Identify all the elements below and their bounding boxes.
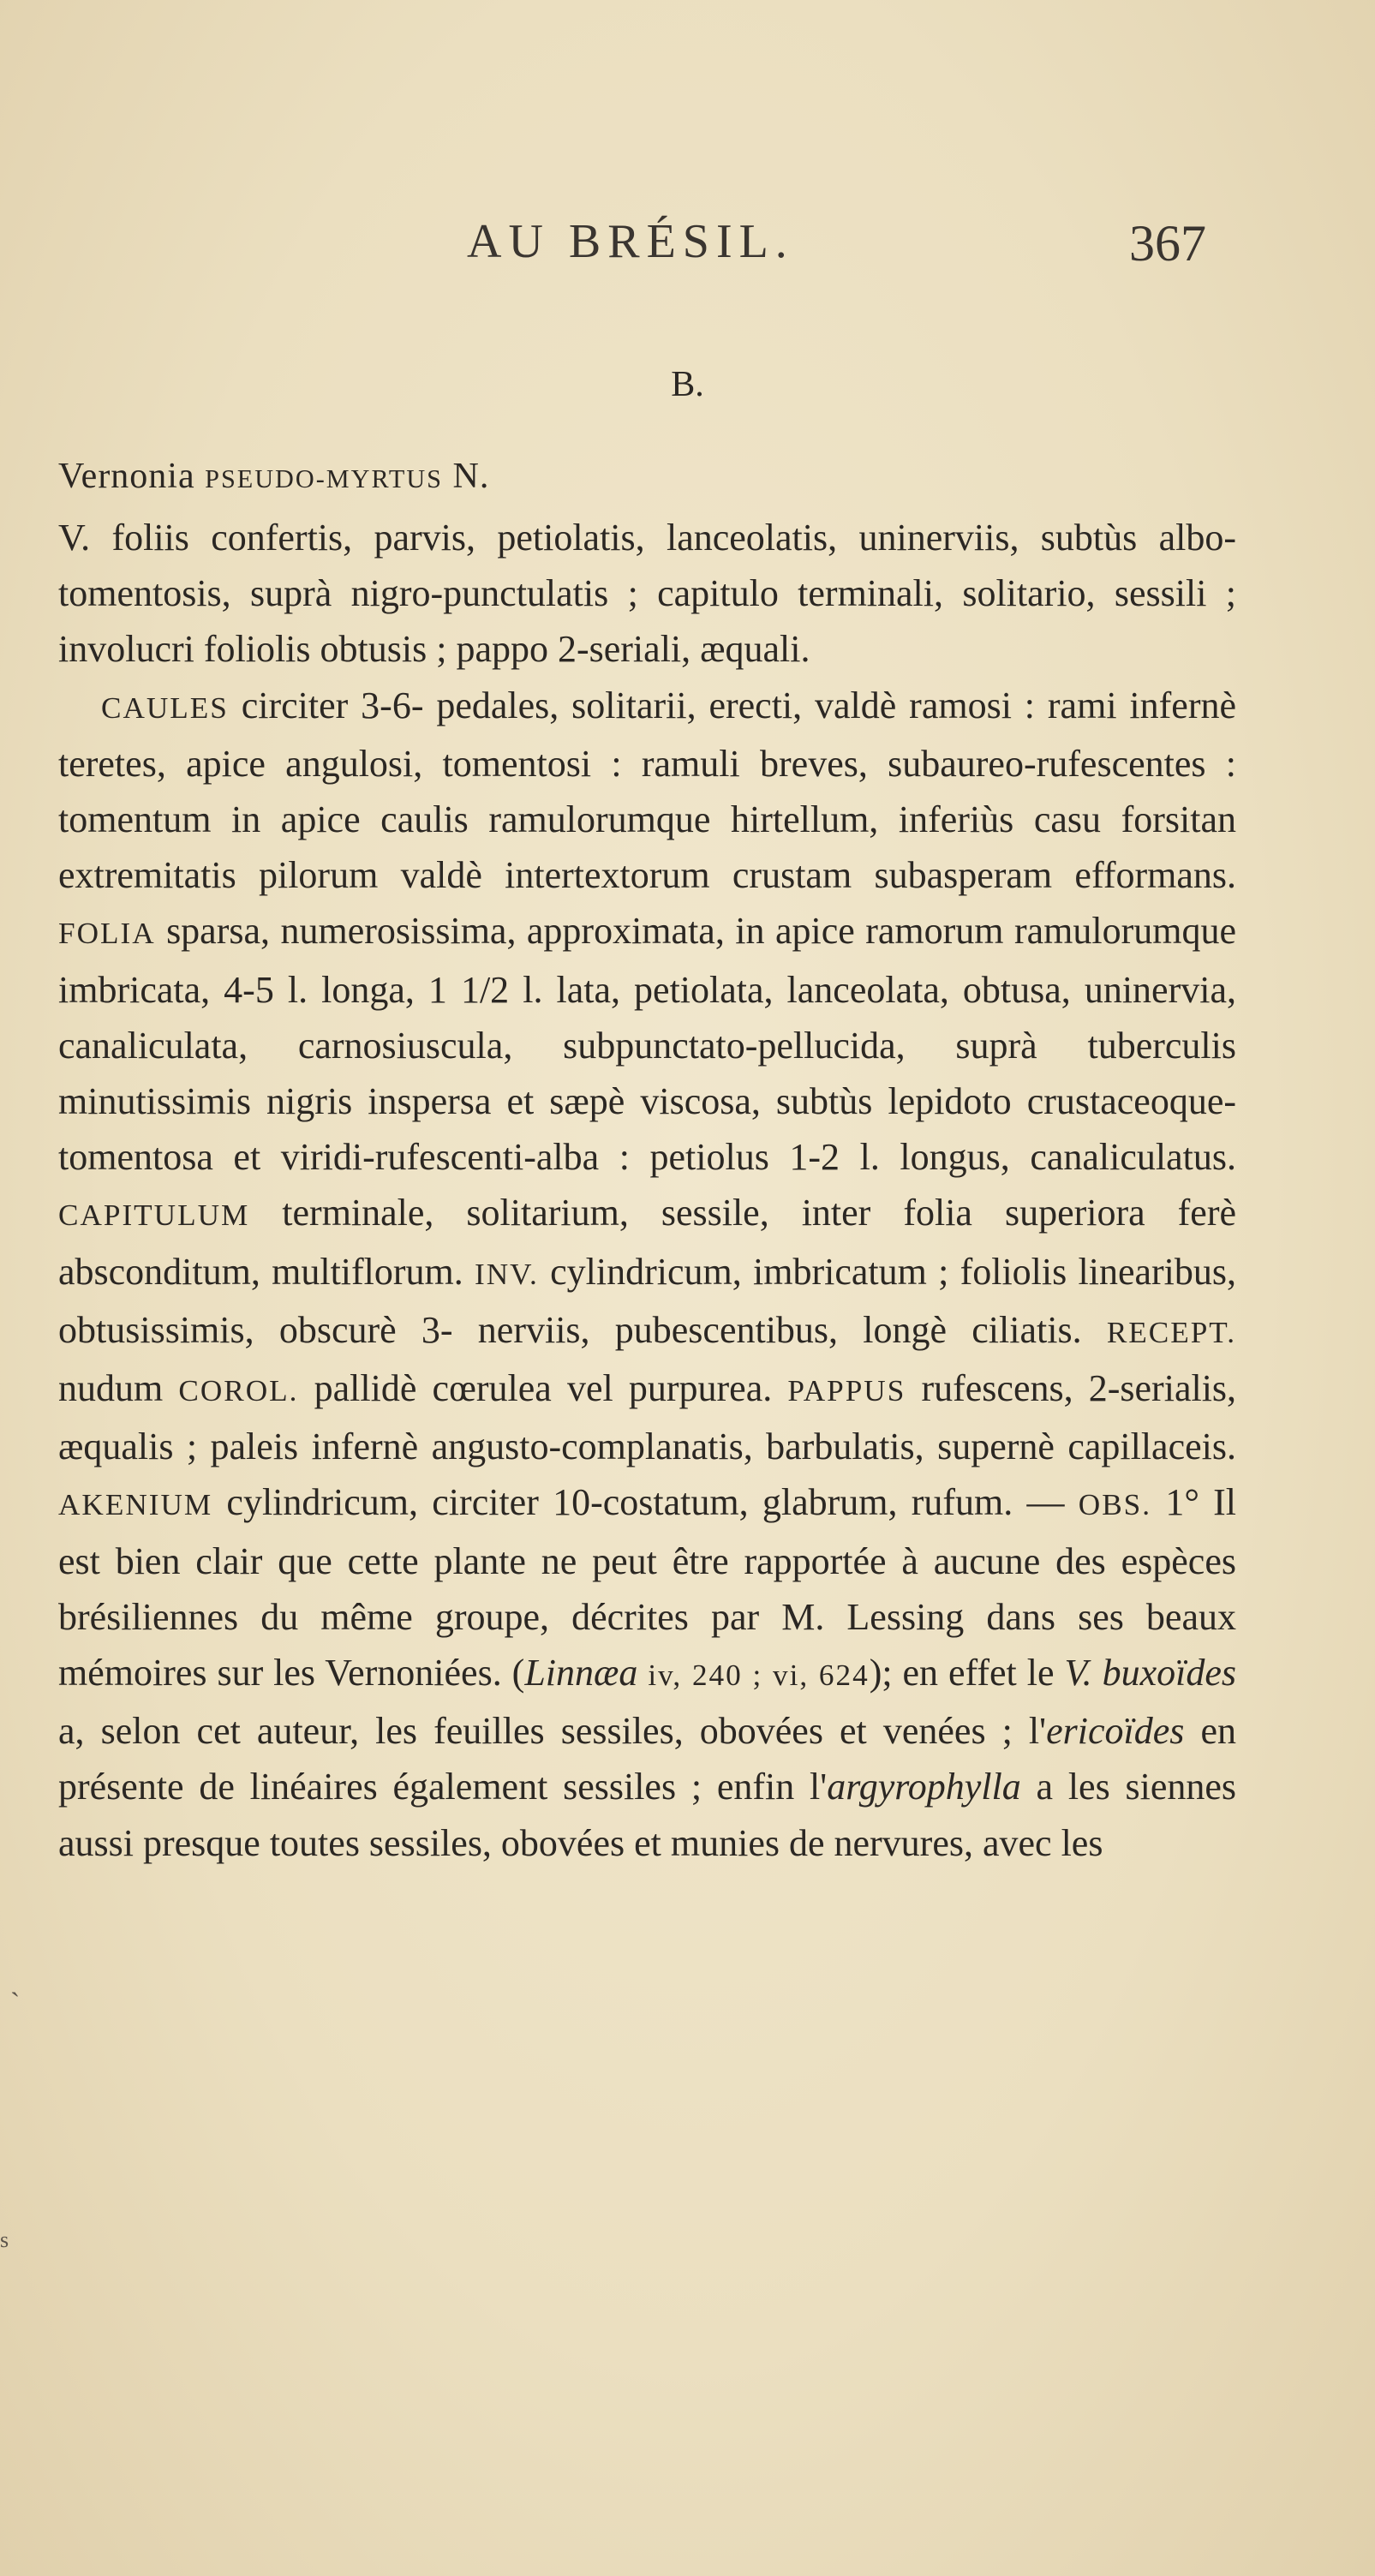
linnaea-italic: Linnæa xyxy=(524,1652,638,1694)
capitulum-text: terminale, solitarium, sessile, inter folia superiora ferè absconditum, multiflorum. xyxy=(58,1192,1237,1293)
recept-text: nudum xyxy=(58,1367,164,1410)
pappus-label: PAPPUS xyxy=(787,1374,906,1408)
diagnosis-paragraph: V. foliis confertis, parvis, petiolatis, lanceolatis, uninerviis, subtùs albo-tomentosis, suprà nigro-punctulatis ; capitulo terminali, solitario, sessili ; involucri foliolis obtusis ; pappo 2-seriali, æquali. xyxy=(58,517,1236,671)
obs-text-1: 1° Il est bien clair que cette plante ne peut être rapportée à aucune des espèces brésiliennes du même groupe, décrites par M. Lessing dans ses beaux mémoires sur les Vernoniées. ( xyxy=(58,1481,1237,1694)
recept-label: RECEPT. xyxy=(1106,1315,1236,1349)
caules-label: CAULES xyxy=(101,690,229,725)
section-letter: B. xyxy=(671,365,704,404)
species-title xyxy=(58,456,489,497)
corol-text: pallidè cœrulea vel purpurea. xyxy=(314,1367,773,1410)
folia-text: sparsa, numerosissima, approximata, in apice ramorum ramulorumque imbricata, 4-5 l. longa, 1 1/2 l. lata, petiolata, lanceolata, obtusa, uninervia, canaliculata, carnosiuscula, subpunctato-pellucida, suprà tuberculis minutissimis nigris inspersa et sæpè viscosa, subtùs lepidoto crustaceoque-tomentosa et viridi-rufescenti-alba : petiolus 1-2 l. longus, canaliculatus. xyxy=(58,910,1236,1179)
obs-text-2: ); en effet le xyxy=(869,1652,1055,1694)
akenium-label: AKENIUM xyxy=(58,1488,213,1522)
left-edge-mark: ` xyxy=(10,1987,21,2019)
obs-text-5: a les siennes aussi presque toutes sessiles, obovées et munies de nervures, avec les xyxy=(58,1766,1237,1864)
ericoides-italic: ericoïdes xyxy=(1046,1710,1185,1753)
inv-text: cylindricum, imbricatum ; foliolis linearibus, obtusissimis, obscurè 3- nerviis, pubescentibus, longè ciliatis. xyxy=(58,1250,1237,1351)
genus: Vernonia xyxy=(58,457,195,496)
obs-label: OBS. xyxy=(1078,1488,1152,1522)
folia-label: FOLIA xyxy=(58,917,156,951)
pappus-text: rufescens, 2-serialis, æqualis ; paleis infernè angusto-complanatis, barbulatis, supernè capillaceis. xyxy=(58,1367,1237,1468)
akenium-text: cylindricum, circiter 10-costatum, glabrum, rufum. — xyxy=(226,1481,1065,1524)
running-head: AU BRÉSIL. xyxy=(467,215,794,268)
corol-label: COROL. xyxy=(178,1374,299,1408)
capitulum-label: CAPITULUM xyxy=(58,1198,250,1233)
caules-text: circiter 3-6- pedales, solitarii, erecti, valdè ramosi : rami infernè teretes, apice angulosi, tomentosi : ramuli breves, subaureo-rufescentes : tomentum in apice caulis ramulorumque hirtellum, inferiùs casu forsitan extremitatis pilorum valdè intertextorum crustam subasperam efformans. xyxy=(58,684,1236,897)
left-edge-small-mark: s xyxy=(0,2227,9,2252)
epithet: PSEUDO-MYRTUS xyxy=(205,464,443,493)
author: N. xyxy=(452,457,490,496)
v-buxoides-italic: V. buxoïdes xyxy=(1064,1652,1237,1694)
page-number: 367 xyxy=(1129,215,1206,272)
argyrophylla-italic: argyrophylla xyxy=(827,1766,1021,1808)
page-header xyxy=(0,214,1375,291)
obs-text-4: en présente de linéaires également sessiles ; enfin l' xyxy=(58,1710,1236,1808)
inv-label: INV. xyxy=(475,1257,539,1291)
body-text xyxy=(58,510,1236,1871)
description-paragraph xyxy=(58,678,1236,1871)
obs-text-3: a, selon cet auteur, les feuilles sessiles, obovées et venées ; l' xyxy=(58,1710,1047,1753)
citation: iv, 240 ; vi, 624 xyxy=(648,1659,870,1693)
